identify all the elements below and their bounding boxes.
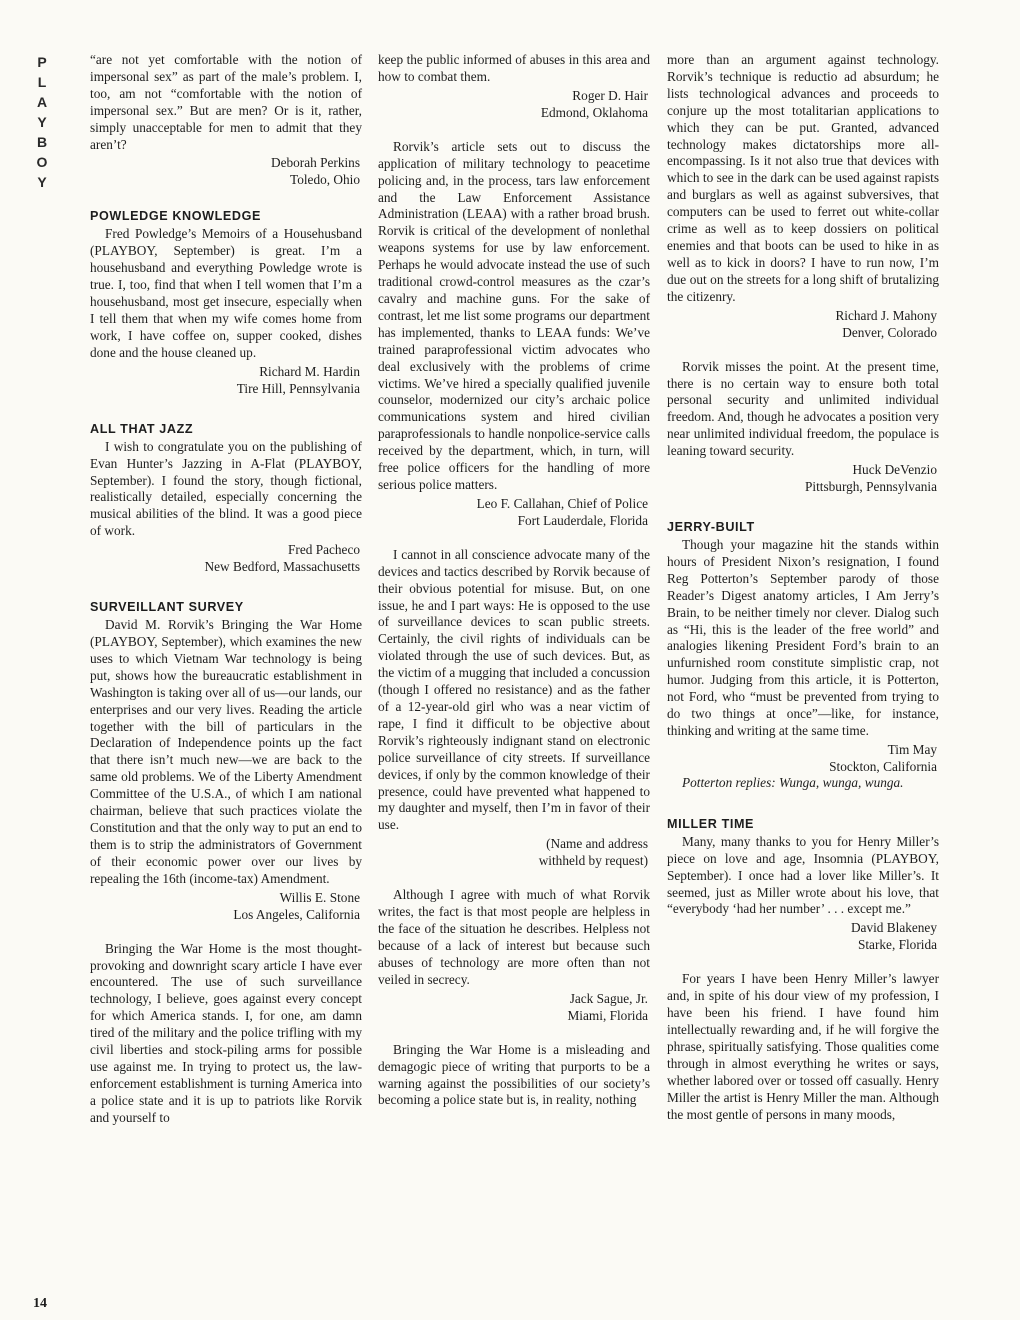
letter-signature: Willis E. Stone Los Angeles, California (233, 889, 360, 922)
letter-body: For years I have been Henry Miller’s lawyer and, in spite of his dour view of my profession, I have been his friend. I have found him intellectually rewarding and, if he will forgive the phrase, spiritually satisfying. Those qualities come through in almost everything he writes or says, whether labored over or tossed off casually. Henry Miller the artist is Henry Miller the man. Although the most gentle of persons in many moods, (667, 971, 939, 1122)
letter-signature: Fred Pacheco New Bedford, Massachusetts (204, 542, 360, 575)
letter-body: Many, many thanks to you for Henry Miller’s piece on love and age, Insomnia (PLAYBOY, September). I once had a lover like Miller’s. It seemed, just as Miller wrote about his love, that “everybody ‘had her number’ . . . except me.” (667, 833, 939, 917)
column-2 (378, 52, 650, 1109)
letter-body: Although I agree with much of what Rorvik writes, the fact is that most people are helpless in the face of the situation he describes. Helpless not because of a lack of interest but because such abuses of technology are more often than not veiled in secrecy. (378, 887, 650, 987)
magazine-logo-vertical: P L A Y B O Y (36, 54, 48, 190)
letter-signature: Tim May Stockton, California (829, 741, 937, 774)
letter-opening-body: “are not yet comfortable with the notion of impersonal sex” as part of the male’s problem. I, too, am not “comfortable with the notion of impersonal sex.” But are men? Or is it, rather, simply unacceptable for men to admit that they aren’t? (90, 52, 362, 152)
letter-body: Rorvik misses the point. At the present time, there is no certain way to ensure both total personal security and unlimited individual freedom. And, though he advocates a position very near unlimited individual freedom, the populace is leaning toward security. (667, 358, 939, 459)
letter-continued-body: keep the public informed of abuses in this area and how to combat them. (378, 52, 650, 84)
editor-reply: Potterton replies: Wunga, wunga, wunga. (682, 774, 904, 790)
letter-signature: Huck DeVenzio Pittsburgh, Pennsylvania (805, 462, 937, 495)
page-number: 14 (33, 1296, 47, 1311)
letter-continued-body: more than an argument against technology. Rorvik’s technique is reductio ad absurdum; he lists technological advances and proceeds to conjure up the most totalitarian applications to which they can be put. Granted, advanced technology makes dictatorships more all-encompassing. Is it not also true that devices with which to see in the dark can be used against rapists and burglars as well as against subversives, that computers can be used to ferret out white-collar crime as well as to keep dossiers on political enemies and that boots can be used to hike in as well as to kick in doors? I have to run now, I’m due out on the streets for a long shift of brutalizing the citizenry. (667, 52, 939, 304)
letter-body: Though your magazine hit the stands within hours of President Nixon’s resignation, I found Reg Potterton’s September parody of those Reader’s Digest anatomy articles, I Am Jerry’s Brain, to be neither timely nor clever. Dialog such as “Hi, this is the leader of the free world” and analogies likening President Ford’s brain to an unfurnished room constitute simplistic crap, not humor. Judging from this article, it is Potterton, not Ford, who “must be prevented from trying to do two things at once”—like, for instance, thinking and writing at the same time. (667, 537, 939, 738)
letter-signature: David Blakeney Starke, Florida (850, 920, 937, 953)
letter-body: Rorvik’s article sets out to discuss the application of military technology to peacetime policing and, in the process, tars law enforcement and the Law Enforcement Assistance Administration (LEAA) with a rather broad brush. Rorvik is critical of the development of nonlethal weapons systems for use by law enforcement. Perhaps he would advocate instead the use of such traditional crowd-control measures as the czar’s cavalry and machine guns. For the sake of contrast, let me list some programs our department has implemented, thanks to LEAA funds: We’ve trained paraprofessional victim advocates who deal exclusively with the problems of crime victims. We’ve hired a specially qualified juvenile counselor, modernized our city’s archaic police communications system and hired civilian paraprofessionals to handle nonpolice-service calls received by the department, which, in turn, will free police officers for the handling of more serious police matters. (378, 138, 650, 492)
letter-body: David M. Rorvik’s Bringing the War Home (PLAYBOY, September), which examines the new uses to which Vietnam War technology is being put, shows how the bureaucratic establishment in Washington is taking over all of us—our lands, our enterprises and our very lives. Reading the article together with the bill of particulars in the Declaration of Independence points up the fact that there isn’t much new—we are back to the same old problems. We of the Liberty Amendment Committee of the U.S.A., of which I am national chairman, believe that such practices violate the Constitution and that the only way to put an end to them is to strip the administrators of Government of their economic power over our lives by repealing the 16th (income-tax) Amendment. (90, 617, 362, 886)
letter-body: Fred Powledge’s Memoirs of a Househusband (PLAYBOY, September) is great. I’m a househusband and everything Powledge wrote is true. I, too, find that when I tell women that I’m a househusband, most get insecure, especially when I tell them that when my wife comes home from work, I have coffee on, supper cooked, dishes done and the house cleaned up. (90, 226, 362, 360)
letter-signature: Richard J. Mahony Denver, Colorado (835, 307, 937, 340)
letter-signature: Roger D. Hair Edmond, Oklahoma (540, 87, 648, 120)
letter-body: Bringing the War Home is the most thought-provoking and downright scary article I have ever encountered. The use of such surveillance technology, I believe, goes against every concept for which America stands. I, for one, am damn tired of the military and the police trifling with my civil liberties and stock-piling arms for possible use against me. In trying to protect us, the law-enforcement establishment is turning America into a police state and it is up to patriots like Rorvik and yourself to (90, 940, 362, 1125)
letter-signature: (Name and address withheld by request) (538, 836, 648, 869)
letter-signature: Leo F. Callahan, Chief of Police Fort Lauderdale, Florida (476, 495, 648, 528)
section-heading-jazz: ALL THAT JAZZ (90, 421, 194, 436)
section-heading-miller: MILLER TIME (667, 816, 755, 831)
letter-signature: Jack Sague, Jr. Miami, Florida (567, 990, 648, 1023)
letter-signature: Deborah Perkins Toledo, Ohio (271, 155, 360, 188)
section-heading-powledge: POWLEDGE KNOWLEDGE (90, 209, 262, 224)
column-1 (90, 52, 362, 1127)
letter-body: Bringing the War Home is a misleading and demagogic piece of writing that purports to be a warning against the possibilities of our society’s becoming a police state but is, in reality, nothing (378, 1041, 650, 1108)
section-heading-jerry: JERRY-BUILT (667, 520, 755, 535)
letter-body: I wish to congratulate you on the publishing of Evan Hunter’s Jazzing in A-Flat (PLAYBOY, September). I found the story, though fictional, realistically detailed, especially concerning the musical abilities of the blind. It was a good piece of work. (90, 438, 362, 539)
letter-signature: Richard M. Hardin Tire Hill, Pennsylvania (236, 363, 360, 396)
column-3 (667, 52, 939, 1124)
section-heading-survey: SURVEILLANT SURVEY (90, 600, 244, 615)
letter-body: I cannot in all conscience advocate many of the devices and tactics described by Rorvik because of their obvious potential for misuse. But, on one issue, he and I part ways: He is opposed to the use of surveillance devices to scan public streets. Certainly, the civil rights of individuals can be violated through the use of such devices. But, as the victim of a mugging that included a concussion (though I offered no resistance) and as the father of a 12-year-old girl who was a near victim of rape, I find it difficult to be objective about Rorvik’s righteously indignant stand on electronic police surveillance of city streets. If surveillance devices, if only by the common knowledge of their presence, could have prevented what happened to my daughter and myself, then I’m in favor of their use. (378, 546, 650, 833)
